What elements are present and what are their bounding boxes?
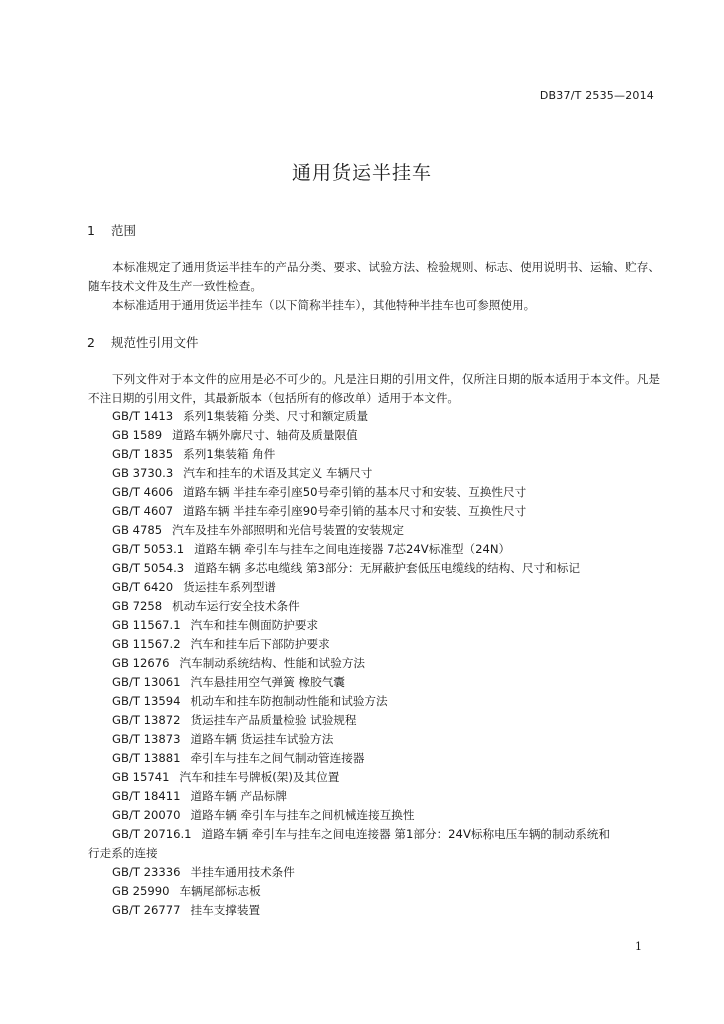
reference-item xyxy=(112,407,672,426)
reference-code: GB 11567.2 xyxy=(112,637,181,651)
reference-item xyxy=(112,863,672,882)
reference-list xyxy=(88,407,672,920)
section-heading-normative-references xyxy=(87,333,199,351)
reference-code: GB/T 13061 xyxy=(112,675,181,689)
reference-title: 汽车悬挂用空气弹簧 橡胶气囊 xyxy=(190,675,345,689)
reference-code: GB 25990 xyxy=(112,884,170,898)
reference-title: 道路车辆 半挂车牵引座90号牵引销的基本尺寸和安装、互换性尺寸 xyxy=(183,504,527,518)
reference-item xyxy=(112,768,672,787)
reference-title: 汽车制动系统结构、性能和试验方法 xyxy=(179,656,366,670)
reference-item xyxy=(112,521,672,540)
reference-item xyxy=(112,711,672,730)
page-number: 1 xyxy=(635,940,642,953)
section-number: 2 xyxy=(87,335,95,350)
reference-item xyxy=(88,825,672,863)
reference-item xyxy=(112,483,672,502)
reference-code: GB 7258 xyxy=(112,599,163,613)
reference-item xyxy=(112,673,672,692)
reference-code: GB/T 13873 xyxy=(112,732,181,746)
document-code: DB37/T 2535—2014 xyxy=(539,89,654,102)
reference-item xyxy=(112,540,672,559)
reference-code: GB/T 4607 xyxy=(112,504,174,518)
reference-code: GB 4785 xyxy=(112,523,163,537)
reference-code: GB/T 5054.3 xyxy=(112,561,185,575)
reference-title: 机动车和挂车防抱制动性能和试验方法 xyxy=(190,694,388,708)
reference-title: 挂车支撑装置 xyxy=(190,903,261,917)
reference-code: GB/T 13872 xyxy=(112,713,181,727)
reference-item xyxy=(112,882,672,901)
section-title: 范围 xyxy=(110,223,136,238)
reference-title: 系列1集装箱 分类、尺寸和额定质量 xyxy=(183,409,369,423)
reference-title: 汽车和挂车后下部防护要求 xyxy=(190,637,330,651)
reference-title: 汽车和挂车侧面防护要求 xyxy=(190,618,319,632)
reference-item xyxy=(112,654,672,673)
reference-code: GB 11567.1 xyxy=(112,618,181,632)
reference-title: 道路车辆 半挂车牵引座50号牵引销的基本尺寸和安装、互换性尺寸 xyxy=(183,485,527,499)
reference-title-continuation: 行走系的连接 xyxy=(88,846,158,860)
reference-code: GB/T 13594 xyxy=(112,694,181,708)
reference-item xyxy=(112,578,672,597)
reference-item xyxy=(112,559,672,578)
reference-title: 机动车运行安全技术条件 xyxy=(172,599,300,613)
reference-title: 道路车辆 牵引车与挂车之间机械连接互换性 xyxy=(190,808,415,822)
reference-code: GB 3730.3 xyxy=(112,466,174,480)
section-heading-scope xyxy=(87,221,136,239)
reference-code: GB 15741 xyxy=(112,770,170,784)
section-title: 规范性引用文件 xyxy=(110,335,199,350)
reference-item xyxy=(112,806,672,825)
reference-item xyxy=(112,445,672,464)
reference-code: GB/T 5053.1 xyxy=(112,542,185,556)
reference-item xyxy=(112,426,672,445)
reference-code: GB/T 20716.1 xyxy=(112,827,192,841)
reference-title: 汽车及挂车外部照明和光信号装置的安装规定 xyxy=(172,523,405,537)
reference-code: GB/T 26777 xyxy=(112,903,181,917)
reference-title: 车辆尾部标志板 xyxy=(179,884,261,898)
section-number: 1 xyxy=(87,223,95,238)
reference-item xyxy=(112,901,672,920)
reference-code: GB 1589 xyxy=(112,428,163,442)
reference-title: 道路车辆外廓尺寸、轴荷及质量限值 xyxy=(172,428,358,442)
reference-item xyxy=(112,616,672,635)
reference-title: 道路车辆 多芯电缆线 第3部分：无屏蔽护套低压电缆线的结构、尺寸和标记 xyxy=(194,561,580,575)
reference-item xyxy=(112,692,672,711)
page-title: 通用货运半挂车 xyxy=(291,162,432,184)
reference-title: 货运挂车系列型谱 xyxy=(183,580,276,594)
reference-title: 半挂车通用技术条件 xyxy=(190,865,295,879)
reference-code: GB/T 1413 xyxy=(112,409,174,423)
reference-code: GB/T 23336 xyxy=(112,865,181,879)
reference-title: 系列1集装箱 角件 xyxy=(183,447,276,461)
reference-code: GB/T 6420 xyxy=(112,580,174,594)
reference-code: GB/T 18411 xyxy=(112,789,181,803)
reference-title: 道路车辆 货运挂车试验方法 xyxy=(190,732,334,746)
reference-code: GB/T 13881 xyxy=(112,751,181,765)
reference-title: 道路车辆 牵引车与挂车之间电连接器 第1部分：24V标称电压车辆的制动系统和 xyxy=(201,827,610,841)
reference-title: 货运挂车产品质量检验 试验规程 xyxy=(190,713,357,727)
reference-item xyxy=(112,730,672,749)
scope-paragraph-2: 本标准适用于通用货运半挂车（以下简称半挂车），其他特种半挂车也可参照使用。 xyxy=(112,298,536,312)
reference-title: 道路车辆 牵引车与挂车之间电连接器 7芯24V标准型（24N） xyxy=(194,542,511,556)
reference-title: 汽车和挂车号牌板(架)及其位置 xyxy=(179,770,340,784)
reference-title: 牵引车与挂车之间气制动管连接器 xyxy=(190,751,365,765)
reference-title: 汽车和挂车的术语及其定义 车辆尺寸 xyxy=(183,466,373,480)
reference-code: GB/T 1835 xyxy=(112,447,174,461)
reference-item xyxy=(112,635,672,654)
reference-item xyxy=(112,749,672,768)
reference-item xyxy=(112,502,672,521)
reference-item xyxy=(112,597,672,616)
reference-item xyxy=(112,787,672,806)
references-intro-paragraph: 下列文件对于本文件的应用是必不可少的。凡是注日期的引用文件，仅所注日期的版本适用于本文件。凡是不注日期的引用文件，其最新版本（包括所有的修改单）适用于本文件。 xyxy=(88,372,660,405)
scope-paragraph-1: 本标准规定了通用货运半挂车的产品分类、要求、试验方法、检验规则、标志、使用说明书、运输、贮存、随车技术文件及生产一致性检查。 xyxy=(88,260,660,293)
reference-code: GB 12676 xyxy=(112,656,170,670)
reference-title: 道路车辆 产品标牌 xyxy=(190,789,287,803)
reference-item xyxy=(112,464,672,483)
reference-code: GB/T 20070 xyxy=(112,808,181,822)
reference-code: GB/T 4606 xyxy=(112,485,174,499)
